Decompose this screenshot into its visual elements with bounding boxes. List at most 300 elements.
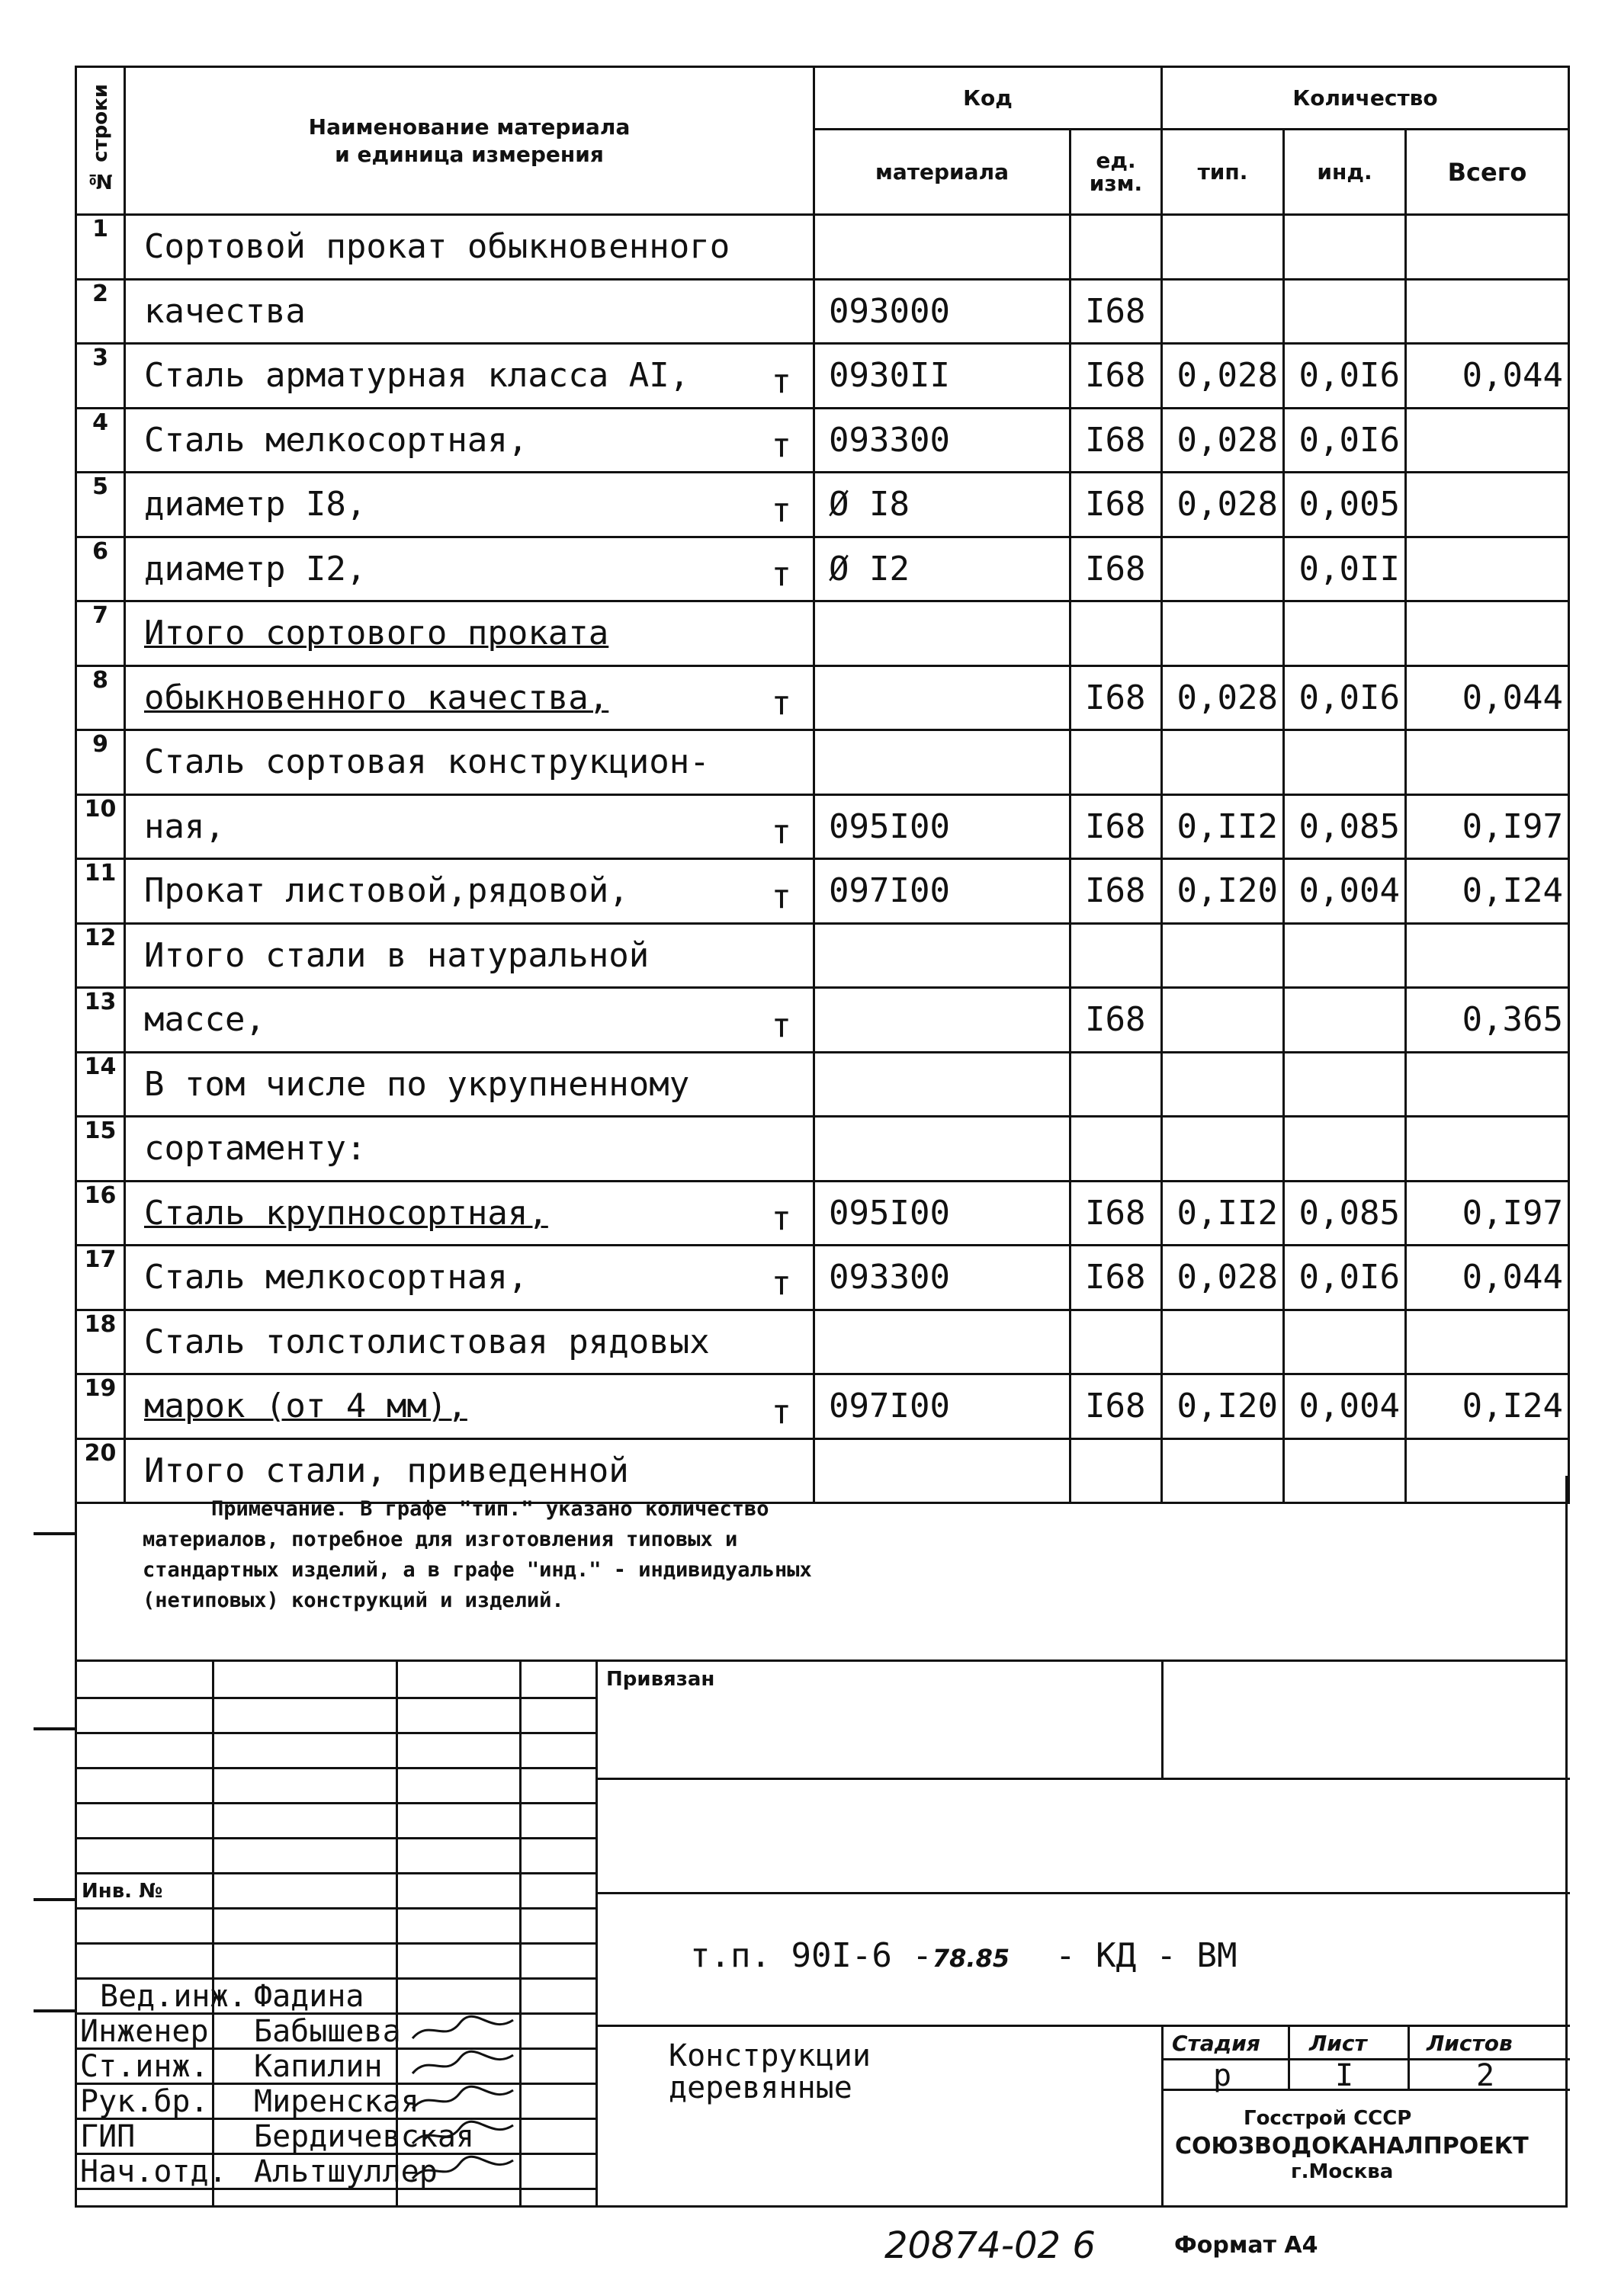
qty-ind: 0,085 [1298,806,1400,846]
material-name: Итого стали в натуральной [144,935,650,975]
qty-total-cell [1406,730,1569,795]
material-name: Сталь сортовая конструкцион- [144,742,710,782]
qty-ind-cell [1284,923,1406,988]
row-number: 2 [92,280,108,307]
qty-total: 0,365 [1462,1000,1564,1040]
unit-code: I68 [1085,485,1146,524]
staff-name: Бабышева [254,2014,401,2049]
unit-code-cell [1071,279,1162,344]
unit-label: т [771,1392,791,1432]
unit-code: I68 [1085,420,1146,460]
qty-total-cell [1406,1246,1569,1310]
qty-ind-cell [1284,1374,1406,1439]
header-code-material: материала [814,130,1071,215]
material-name-cell [125,1117,814,1182]
row-number: 18 [84,1310,117,1338]
material-name-cell [125,859,814,924]
material-code-cell [814,665,1071,730]
material-name: Сталь мелкосортная, [144,1258,528,1297]
format-label: Формат А4 [1174,2232,1318,2259]
qty-ind-cell [1284,215,1406,280]
staff-name: Миренская [254,2084,419,2119]
qty-typ-cell [1162,859,1284,924]
unit-code-cell [1071,1374,1162,1439]
row-number: 1 [92,216,108,242]
unit-label: т [771,555,791,594]
material-name-cell [125,344,814,409]
table-row [76,859,1569,924]
qty-total-cell [1406,408,1569,473]
qty-typ: 0,II2 [1176,1193,1278,1233]
materials-rows [76,215,1569,1503]
material-code: Ø I8 [829,485,910,524]
row-number-cell [76,1052,125,1117]
qty-total-cell [1406,1181,1569,1246]
qty-ind-cell [1284,1052,1406,1117]
unit-label: т [771,1005,791,1045]
unit-code-cell [1071,537,1162,601]
qty-total-cell [1406,1052,1569,1117]
qty-ind-cell [1284,344,1406,409]
qty-typ-cell [1162,1310,1284,1374]
title-block [75,1662,1568,2208]
qty-total: 0,044 [1462,356,1564,396]
material-code: 097I00 [829,1387,950,1426]
material-name-cell [125,279,814,344]
table-row [76,1181,1569,1246]
row-number-cell [76,601,125,666]
header-qty-typ: тип. [1162,130,1284,215]
table-row [76,344,1569,409]
staff-role: Инженер [80,2014,209,2049]
row-number: 5 [92,473,108,500]
material-code: 097I00 [829,871,950,911]
unit-code-cell [1071,923,1162,988]
material-name-cell [125,408,814,473]
qty-typ-cell [1162,344,1284,409]
material-name-cell [125,473,814,537]
material-code: 093000 [829,291,950,331]
qty-total-cell [1406,279,1569,344]
row-number: 9 [92,731,108,758]
material-code-cell [814,923,1071,988]
qty-total-cell [1406,794,1569,859]
staff-role: Нач.отд. [80,2154,227,2189]
material-name: Сталь толстолистовая рядовых [144,1322,710,1361]
unit-label: т [771,1263,791,1303]
material-code-cell [814,1052,1071,1117]
margin-tick [34,2009,75,2012]
qty-ind: 0,0II [1298,549,1400,588]
margin-tick [34,1727,75,1730]
qty-typ-cell [1162,794,1284,859]
qty-typ-cell [1162,601,1284,666]
margin-tick [34,1898,75,1901]
material-name-cell [125,923,814,988]
qty-ind-cell [1284,665,1406,730]
unit-code-cell [1071,473,1162,537]
qty-typ-cell [1162,408,1284,473]
note-block [75,1476,1568,1662]
unit-code-cell [1071,794,1162,859]
material-name: В том числе по укрупненному [144,1064,690,1104]
unit-code-cell [1071,344,1162,409]
row-number: 3 [92,345,108,371]
unit-code: I68 [1085,1387,1146,1426]
staff-name: Альтшуллер [254,2154,438,2189]
material-name-cell [125,794,814,859]
signature [406,2012,521,2046]
material-name: массе, [144,1000,265,1040]
qty-total: 0,044 [1462,678,1564,717]
signature [406,2083,521,2116]
qty-typ-cell [1162,1117,1284,1182]
material-name: ная, [144,806,225,846]
material-name: Сталь крупносортная, [144,1193,548,1233]
material-code-cell [814,344,1071,409]
qty-total-cell [1406,859,1569,924]
table-row [76,1246,1569,1310]
unit-code: I68 [1085,678,1146,717]
material-name: Итого сортового проката [144,614,609,653]
material-code-cell [814,1246,1071,1310]
unit-code: I68 [1085,1258,1146,1297]
signature [406,2118,521,2151]
qty-total-cell [1406,537,1569,601]
archive-number: 20874-02 6 [884,2224,1096,2267]
table-row [76,1117,1569,1182]
unit-code: I68 [1085,1193,1146,1233]
qty-typ: 0,II2 [1176,806,1278,846]
row-number: 13 [84,989,117,1015]
material-code: 095I00 [829,1193,950,1233]
material-name-cell [125,665,814,730]
qty-total-cell [1406,1374,1569,1439]
project-title-line-2: деревянные [669,2070,852,2105]
material-code-cell [814,1181,1071,1246]
material-name-cell [125,1052,814,1117]
material-code: Ø I2 [829,549,910,588]
header-material-name: Наименование материала и единица измерения [125,67,814,215]
material-code-cell [814,215,1071,280]
row-number: 7 [92,602,108,629]
material-name: обыкновенного качества, [144,678,609,717]
qty-total: 0,I97 [1462,806,1564,846]
table-row [76,665,1569,730]
qty-typ: 0,I20 [1176,1387,1278,1426]
qty-ind: 0,005 [1298,485,1400,524]
qty-typ-cell [1162,665,1284,730]
material-name: качества [144,291,306,331]
row-number: 15 [84,1118,117,1144]
qty-total-cell [1406,215,1569,280]
material-name-cell [125,537,814,601]
qty-ind: 0,0I6 [1298,678,1400,717]
qty-ind-cell [1284,1181,1406,1246]
row-number-cell [76,1117,125,1182]
qty-ind: 0,0I6 [1298,356,1400,396]
privyazan-label: Привязан [606,1668,715,1691]
row-number-cell [76,537,125,601]
material-code-cell [814,601,1071,666]
org-line-2: СОЮЗВОДОКАНАЛПРОЕКТ [1175,2133,1529,2160]
qty-ind-cell [1284,601,1406,666]
qty-total-cell [1406,473,1569,537]
row-number-cell [76,859,125,924]
row-number-cell [76,279,125,344]
stage-label: Стадия [1172,2031,1260,2056]
material-name: Итого стали, приведенной [144,1451,629,1490]
qty-ind-cell [1284,1310,1406,1374]
row-number: 16 [84,1182,117,1209]
unit-label: т [771,1199,791,1238]
qty-typ-cell [1162,1052,1284,1117]
material-name: Сортовой прокат обыкновенного [144,227,730,267]
doc-code-handwritten: 78.85 [932,1944,1010,1973]
qty-total: 0,I97 [1462,1193,1564,1233]
unit-code: I68 [1085,1000,1146,1040]
note-line: (нетиповых) конструкций и изделий. [143,1589,564,1612]
header-code-unit: ед. изм. [1071,130,1162,215]
header-row-number: № строки [76,67,125,215]
material-name: диаметр I2, [144,549,367,588]
qty-total-cell [1406,923,1569,988]
qty-typ-cell [1162,730,1284,795]
material-code-cell [814,730,1071,795]
table-row [76,1374,1569,1439]
qty-typ: 0,028 [1176,678,1278,717]
inventory-number-label: Инв. № [82,1880,163,1903]
staff-name: Капилин [254,2049,383,2084]
row-number: 11 [84,860,117,887]
material-code: 093300 [829,1258,950,1297]
table-row [76,923,1569,988]
row-number: 14 [84,1053,117,1080]
staff-role: Ст.инж. [80,2049,209,2084]
unit-label: т [771,361,791,401]
row-number: 19 [84,1375,117,1402]
qty-ind: 0,0I6 [1298,420,1400,460]
unit-code: I68 [1085,549,1146,588]
qty-typ-cell [1162,923,1284,988]
header-qty-ind: инд. [1284,130,1406,215]
unit-code-cell [1071,730,1162,795]
qty-ind-cell [1284,1246,1406,1310]
table-row [76,794,1569,859]
qty-ind-cell [1284,988,1406,1053]
unit-code: I68 [1085,291,1146,331]
sheet-value: I [1335,2058,1354,2093]
material-name-cell [125,988,814,1053]
sheets-value: 2 [1476,2058,1495,2093]
qty-typ-cell [1162,473,1284,537]
org-line-3: г.Москва [1291,2160,1394,2183]
unit-code: I68 [1085,806,1146,846]
header-quantity: Количество [1162,67,1569,130]
row-number-cell [76,665,125,730]
qty-typ: 0,I20 [1176,871,1278,911]
row-number-cell [76,473,125,537]
qty-typ-cell [1162,1374,1284,1439]
qty-typ-cell [1162,215,1284,280]
material-code-cell [814,1374,1071,1439]
row-number: 6 [92,537,108,565]
qty-ind: 0,004 [1298,871,1400,911]
project-title-line-1: Конструкции [669,2038,871,2073]
qty-ind-cell [1284,537,1406,601]
row-number-cell [76,344,125,409]
qty-ind-cell [1284,279,1406,344]
table-row [76,1052,1569,1117]
row-number-cell [76,408,125,473]
unit-label: т [771,490,791,530]
qty-ind-cell [1284,730,1406,795]
material-name: диаметр I8, [144,485,367,524]
note-line: Примечание. В графе "тип." указано количество [211,1497,769,1521]
material-code-cell [814,473,1071,537]
table-row [76,408,1569,473]
material-code: 095I00 [829,806,950,846]
qty-ind-cell [1284,408,1406,473]
qty-ind-cell [1284,859,1406,924]
staff-role: Вед.инж. [100,1979,247,2014]
row-number: 8 [92,666,108,694]
material-code-cell [814,408,1071,473]
qty-total: 0,I24 [1462,1387,1564,1426]
row-number-cell [76,1310,125,1374]
doc-code [690,1936,1237,1975]
staff-name: Фадина [254,1979,364,2014]
row-number-cell [76,794,125,859]
material-name: марок (от 4 мм), [144,1387,467,1426]
unit-code-cell [1071,215,1162,280]
qty-total-cell [1406,601,1569,666]
table-row [76,730,1569,795]
sheet-label: Лист [1309,2031,1367,2056]
qty-ind-cell [1284,1117,1406,1182]
material-name: Сталь арматурная класса AI, [144,356,690,396]
unit-code-cell [1071,408,1162,473]
unit-code-cell [1071,988,1162,1053]
table-row [76,988,1569,1053]
qty-typ-cell [1162,1246,1284,1310]
material-code: 093300 [829,420,950,460]
unit-code-cell [1071,1181,1162,1246]
qty-typ: 0,028 [1176,485,1278,524]
stage-value: р [1213,2058,1232,2093]
unit-code-cell [1071,1117,1162,1182]
doc-code-suffix: - КД - ВМ [1055,1936,1237,1975]
table-row [76,1310,1569,1374]
materials-table [75,66,1570,1504]
row-number: 17 [84,1246,117,1273]
staff-role: Рук.бр. [80,2084,209,2119]
qty-typ-cell [1162,988,1284,1053]
table-row [76,215,1569,280]
material-code-cell [814,859,1071,924]
qty-typ: 0,028 [1176,356,1278,396]
qty-total-cell [1406,988,1569,1053]
unit-code: I68 [1085,871,1146,911]
qty-ind-cell [1284,794,1406,859]
row-number-cell [76,1246,125,1310]
row-number: 20 [84,1439,117,1467]
unit-label: т [771,684,791,723]
qty-ind-cell [1284,473,1406,537]
table-row [76,279,1569,344]
material-name-cell [125,1374,814,1439]
org-line-1: Госстрой СССР [1244,2107,1412,2130]
qty-typ: 0,028 [1176,420,1278,460]
unit-code: I68 [1085,356,1146,396]
row-number-cell [76,923,125,988]
signature [406,2153,521,2186]
material-code-cell [814,279,1071,344]
qty-ind: 0,004 [1298,1387,1400,1426]
header-code: Код [814,67,1162,130]
qty-total-cell [1406,1310,1569,1374]
qty-typ-cell [1162,537,1284,601]
material-code-cell [814,537,1071,601]
material-name-cell [125,601,814,666]
qty-total-cell [1406,344,1569,409]
table-row [76,473,1569,537]
table-row [76,537,1569,601]
qty-total-cell [1406,1117,1569,1182]
unit-code-cell [1071,1310,1162,1374]
note-line: стандартных изделий, а в графе "инд." - индивидуальных [143,1558,812,1582]
material-code-cell [814,794,1071,859]
unit-code-cell [1071,1246,1162,1310]
unit-code-cell [1071,665,1162,730]
material-name-cell [125,730,814,795]
doc-code-prefix: т.п. 90I-6 - [690,1936,932,1975]
row-number-cell [76,1374,125,1439]
qty-total: 0,I24 [1462,871,1564,911]
qty-ind: 0,085 [1298,1193,1400,1233]
material-name-cell [125,1310,814,1374]
note-line: материалов, потребное для изготовления типовых и [143,1528,738,1551]
qty-typ-cell [1162,1181,1284,1246]
header-qty-total: Всего [1406,130,1569,215]
material-name-cell [125,215,814,280]
row-number: 12 [84,924,117,951]
unit-code-cell [1071,601,1162,666]
unit-label: т [771,426,791,465]
material-name-cell [125,1246,814,1310]
row-number: 10 [84,795,117,823]
material-name: сортаменту: [144,1129,367,1169]
material-code-cell [814,1117,1071,1182]
material-code-cell [814,1310,1071,1374]
row-number-cell [76,730,125,795]
signature [406,2047,521,2081]
material-name-cell [125,1181,814,1246]
row-number-cell [76,1181,125,1246]
table-row [76,601,1569,666]
material-name: Сталь мелкосортная, [144,420,528,460]
unit-label: т [771,813,791,851]
row-number: 4 [92,409,108,436]
qty-total: 0,044 [1462,1258,1564,1297]
staff-name: Бердичевская [254,2119,474,2154]
unit-code-cell [1071,859,1162,924]
row-number-cell [76,215,125,280]
qty-ind: 0,0I6 [1298,1258,1400,1297]
unit-label: т [771,877,791,916]
staff-role: ГИП [80,2119,136,2154]
material-code: 0930II [829,356,950,396]
